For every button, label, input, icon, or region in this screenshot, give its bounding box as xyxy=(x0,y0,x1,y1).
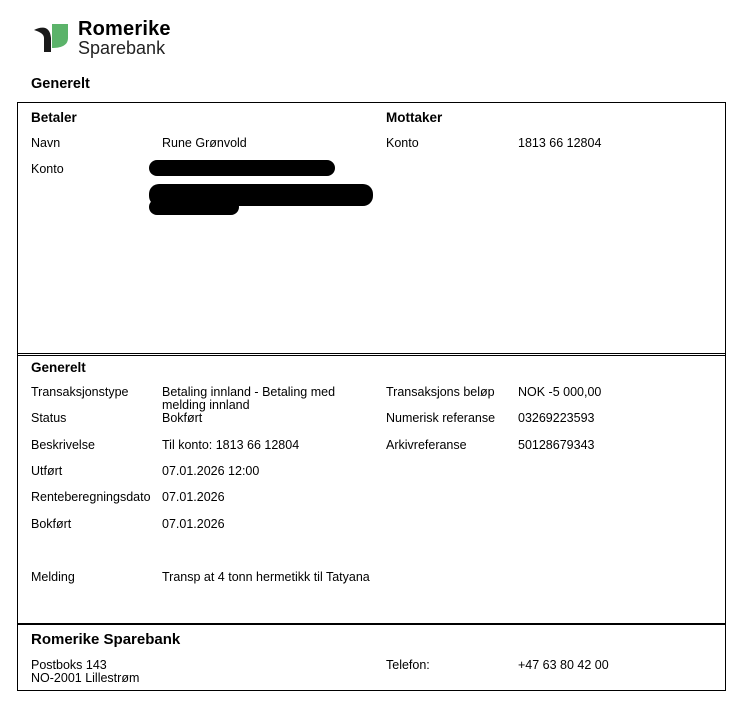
renteberegningsdato-label: Renteberegningsdato xyxy=(31,490,151,504)
transaksjonstype-value-line1: Betaling innland - Betaling med xyxy=(162,385,336,399)
bank-logo xyxy=(32,18,182,60)
leaf-logo-icon xyxy=(32,22,70,54)
page-title: Generelt xyxy=(31,76,90,92)
footer-bank-name: Romerike Sparebank xyxy=(31,631,181,648)
beskrivelse-value: Til konto: 1813 66 12804 xyxy=(162,438,300,452)
footer-address-line1: Postboks 143 xyxy=(31,658,107,672)
betaler-konto-label: Konto xyxy=(31,162,64,176)
status-label: Status xyxy=(31,411,67,425)
mottaker-konto-value: 1813 66 12804 xyxy=(518,136,602,150)
numerisk-referanse-value: 03269223593 xyxy=(518,411,595,425)
generelt-heading: Generelt xyxy=(31,360,86,375)
mottaker-konto-label: Konto xyxy=(386,136,419,150)
footer-telefon-value: +47 63 80 42 00 xyxy=(518,658,609,672)
bokfort-value: 07.01.2026 xyxy=(162,517,225,531)
arkivreferanse-label: Arkivreferanse xyxy=(386,438,467,452)
logo-subtitle: Sparebank xyxy=(78,38,166,58)
mottaker-heading: Mottaker xyxy=(386,110,443,125)
transaksjonstype-value-line2: melding innland xyxy=(162,398,250,412)
arkivreferanse-value: 50128679343 xyxy=(518,438,595,452)
utfort-label: Utført xyxy=(31,464,63,478)
logo-name: Romerike xyxy=(78,18,171,40)
renteberegningsdato-value: 07.01.2026 xyxy=(162,490,225,504)
generelt-section xyxy=(17,353,726,624)
footer-address-line2: NO-2001 Lillestrøm xyxy=(31,671,140,685)
melding-value: Transp at 4 tonn hermetikk til Tatyana xyxy=(162,570,370,584)
numerisk-referanse-label: Numerisk referanse xyxy=(386,411,496,425)
betaler-heading: Betaler xyxy=(31,110,77,125)
bokfort-label: Bokført xyxy=(31,517,72,531)
beskrivelse-label: Beskrivelse xyxy=(31,438,95,452)
betaler-navn-value: Rune Grønvold xyxy=(162,136,247,150)
transaksjonstype-label: Transaksjonstype xyxy=(31,385,129,399)
melding-label: Melding xyxy=(31,570,75,584)
transaksjons-belop-label: Transaksjons beløp xyxy=(386,385,495,399)
utfort-value: 07.01.2026 12:00 xyxy=(162,464,260,478)
bank-footer-section xyxy=(17,623,726,691)
betaler-mottaker-section xyxy=(17,102,726,356)
footer-telefon-label: Telefon: xyxy=(386,658,430,672)
betaler-navn-label: Navn xyxy=(31,136,61,150)
status-value: Bokført xyxy=(162,411,203,425)
transaksjons-belop-value: NOK -5 000,00 xyxy=(518,385,602,399)
